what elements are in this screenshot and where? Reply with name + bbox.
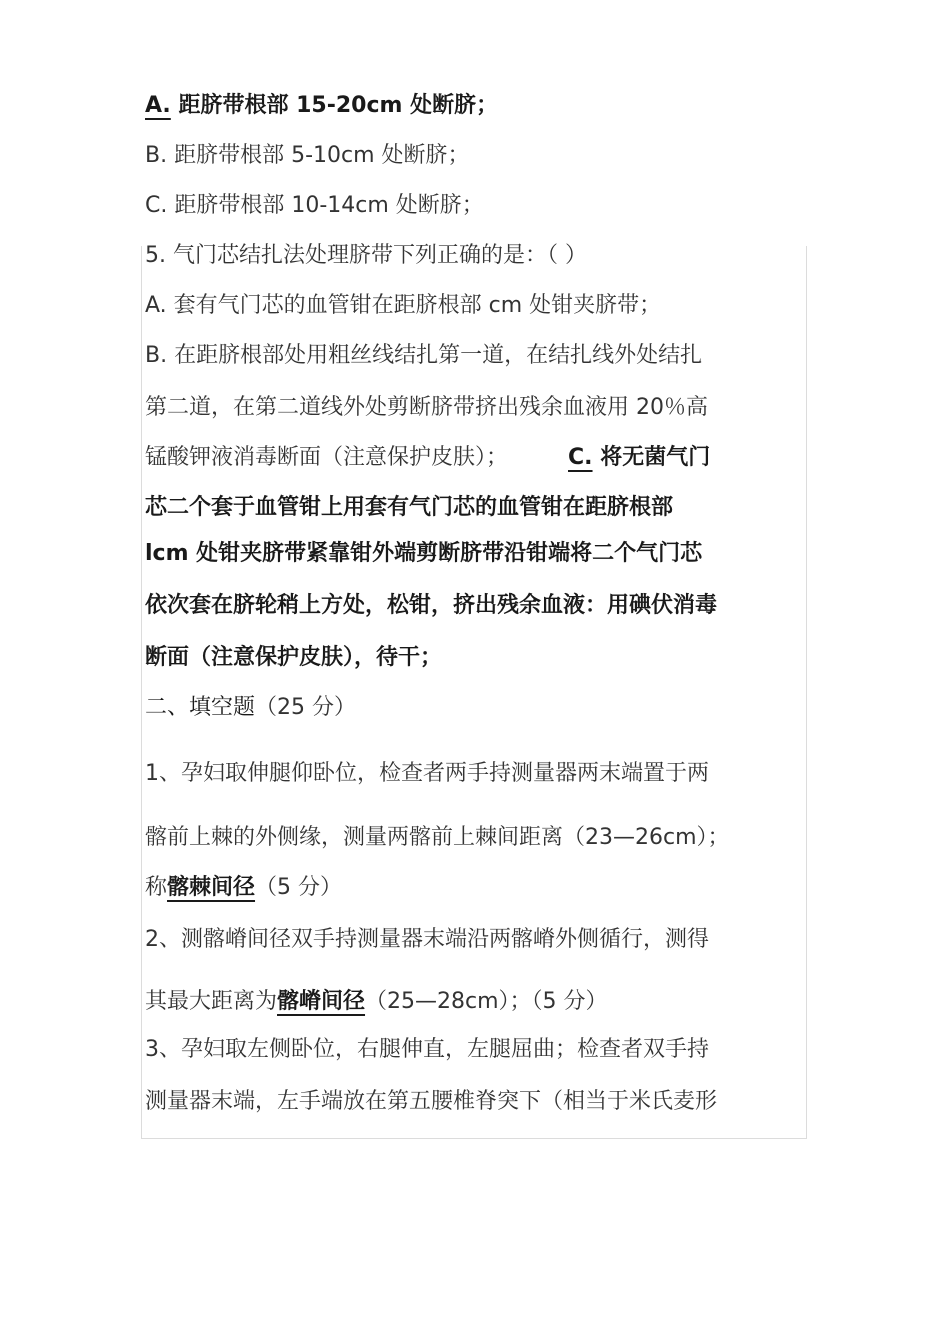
option-a-label: A. — [145, 93, 171, 118]
q5-option-c-label: C. — [568, 445, 593, 470]
blank-3-line2: 测量器末端，左手端放在第五腰椎脊突下（相当于米氏麦形 — [145, 1089, 718, 1114]
blank-2-score: （25—28cm）；（5 分） — [365, 989, 608, 1014]
q5-option-b-end: 锰酸钾液消毒断面（注意保护皮肤）； — [145, 445, 509, 470]
blank-1-line1: 1、孕妇取伸腿仰卧位，检查者两手持测量器两末端置于两 — [145, 761, 709, 786]
blank-1-prefix: 称 — [145, 875, 168, 900]
blank-2-prefix: 其最大距离为 — [145, 989, 278, 1014]
q5-option-b-line2: 第二道，在第二道线外处剪断脐带挤出残余血液用 20％高 — [145, 395, 708, 420]
q5-option-b-line3 — [145, 443, 710, 473]
blank-3-line1: 3、孕妇取左侧卧位，右腿伸直，左腿屈曲；检查者双手持 — [145, 1037, 709, 1062]
q5-option-c-line3: lcm 处钳夹脐带紧靠钳外端剪断脐带沿钳端将二个气门芯 — [145, 541, 703, 566]
blank-1-answer: 髂棘间径 — [167, 875, 256, 900]
q5-option-c-line4: 依次套在脐轮稍上方处，松钳，挤出残余血液：用碘伏消毒 — [145, 593, 718, 618]
q5-option-c-start: 将无菌气门 — [592, 445, 711, 470]
q5-option-b-line1: B. 在距脐根部处用粗丝线结扎第一道，在结扎线外处结扎 — [145, 343, 703, 368]
section-score: （25 分） — [255, 695, 357, 720]
blank-2-line1: 2、测髂嵴间径双手持测量器末端沿两髂嵴外侧循行，测得 — [145, 927, 709, 952]
blank-1-line2: 髂前上棘的外侧缘，测量两髂前上棘间距离（23—26cm）； — [145, 825, 730, 850]
blank-1-line3 — [145, 873, 342, 903]
question-5: 5. 气门芯结扎法处理脐带下列正确的是：（ ） — [145, 243, 587, 268]
blank-2-line2 — [145, 987, 608, 1017]
option-a-text: 距脐带根部 15-20cm 处断脐； — [170, 93, 499, 118]
blank-2-answer: 髂嵴间径 — [277, 989, 366, 1014]
option-b-line: B. 距脐带根部 5-10cm 处断脐； — [145, 143, 470, 168]
q5-option-a: A. 套有气门芯的血管钳在距脐根部 cm 处钳夹脐带； — [145, 293, 662, 318]
q5-option-c-line5: 断面（注意保护皮肤），待干； — [145, 645, 443, 670]
section-heading — [145, 693, 356, 723]
q5-option-c-line2: 芯二个套于血管钳上用套有气门芯的血管钳在距脐根部 — [145, 495, 674, 520]
option-a-line — [145, 91, 498, 121]
option-c-line: C. 距脐带根部 10-14cm 处断脐； — [145, 193, 484, 218]
section-title: 二、填空题 — [145, 695, 256, 720]
blank-1-score: （5 分） — [255, 875, 343, 900]
